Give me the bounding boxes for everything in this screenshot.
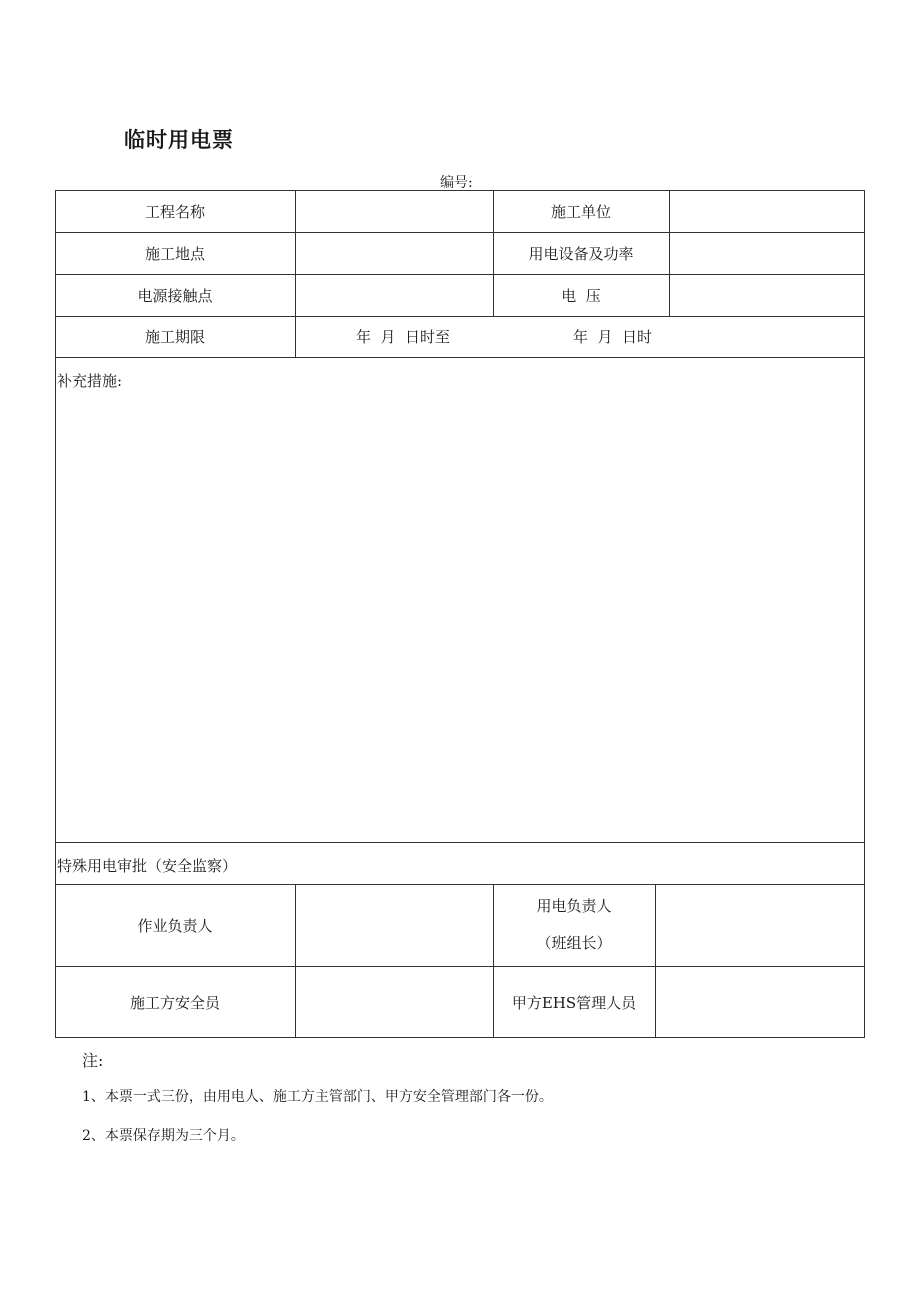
supplementary-label: 补充措施: [57,372,123,390]
contractor-safety-signature-field[interactable] [296,967,492,1037]
page-title: 临时用电票 [124,128,234,152]
team-leader-label: （班组长） [536,934,612,952]
equipment-power-label: 用电设备及功率 [528,244,634,263]
power-leader-label-group [493,884,655,966]
contractor-label: 施工单位 [550,202,611,221]
client-ehs-label: 甲方EHS管理人员 [511,993,637,1012]
power-contact-label: 电源接触点 [137,286,213,305]
period-end-field[interactable]: 年 月 日时 [572,328,653,346]
period-label: 施工期限 [144,328,205,346]
row-divider [55,842,865,843]
equipment-power-field[interactable] [670,233,864,273]
period-start-field[interactable]: 年 月 日时至 [355,328,451,346]
row-divider [55,357,865,358]
note-line-1: 1、本票一式三份，由用电人、施工方主管部门、甲方安全管理部门各一份。 [82,1089,553,1105]
voltage-label: 电 压 [561,286,601,305]
serial-number-label: 编号: [440,175,473,191]
voltage-field[interactable] [670,275,864,315]
contractor-field[interactable] [670,191,864,231]
work-leader-label: 作业负责人 [137,916,213,935]
power-leader-signature-field[interactable] [656,885,864,965]
power-contact-field[interactable] [296,275,492,315]
client-ehs-signature-field[interactable] [656,967,864,1037]
note-line-2: 2、本票保存期为三个月。 [82,1128,245,1144]
project-name-label: 工程名称 [144,202,205,221]
notes-heading: 注: [82,1051,104,1070]
power-leader-label: 用电负责人 [536,897,612,915]
supplementary-field[interactable] [56,392,864,840]
special-approval-label: 特殊用电审批（安全监察） [57,857,238,875]
work-leader-signature-field[interactable] [296,885,492,965]
project-name-field[interactable] [296,191,492,231]
contractor-safety-label: 施工方安全员 [129,993,220,1012]
site-field[interactable] [296,233,492,273]
site-label: 施工地点 [144,244,205,263]
